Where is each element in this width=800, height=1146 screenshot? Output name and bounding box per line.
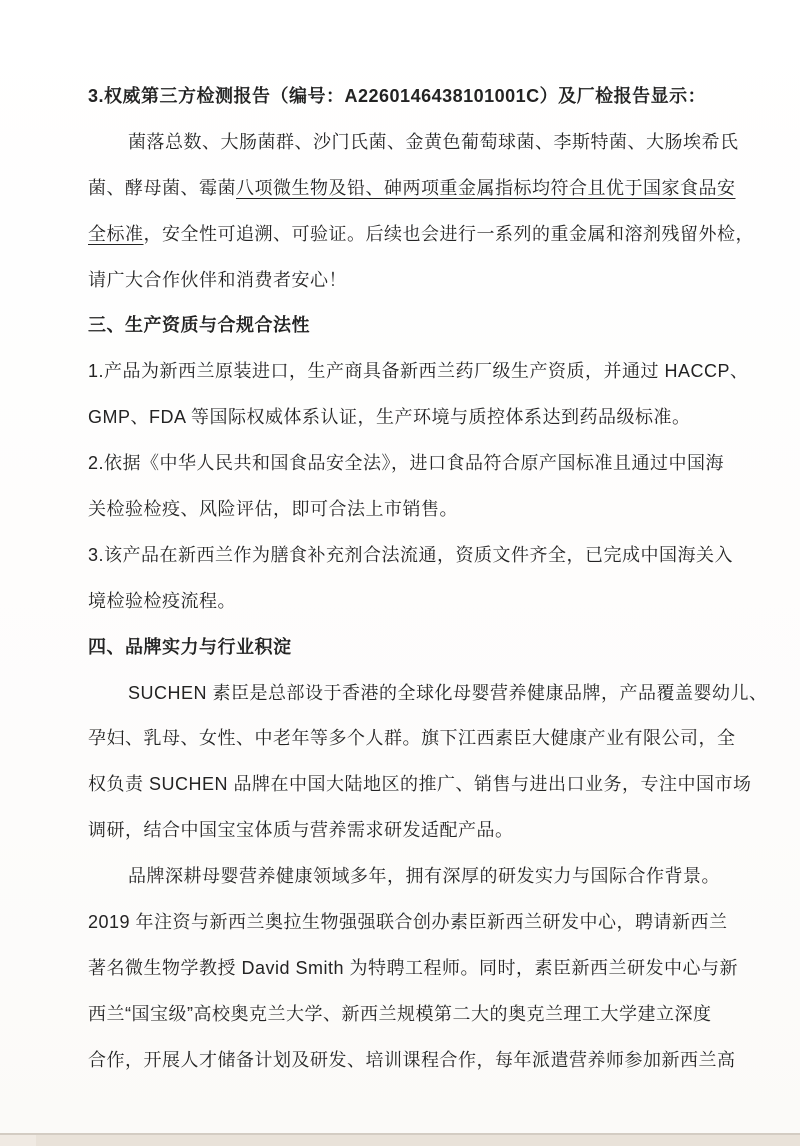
body-text-line <box>88 258 716 304</box>
text-segment: SUCHEN 素臣是总部设于香港的全球化母婴营养健康品牌，产品覆盖婴幼儿、 <box>128 682 768 703</box>
body-text-line <box>88 808 716 854</box>
text-segment: 境检验检疫流程。 <box>88 590 236 611</box>
body-text-line <box>88 900 728 946</box>
text-segment: 西兰“国宝级”高校奥克兰大学、新西兰规模第二大的奥克兰理工大学建立深度 <box>88 1003 712 1024</box>
text-segment: ，安全性可追溯、可验证。后续也会进行一系列的重金属和溶剂残留外检， <box>143 223 754 244</box>
body-text-line <box>88 441 725 487</box>
text-segment: 菌、酵母菌、霉菌 <box>88 177 236 198</box>
document-text-block <box>88 74 768 1084</box>
text-segment: 品牌深耕母婴营养健康领域多年，拥有深厚的研发实力与国际合作背景。 <box>128 866 720 887</box>
page-bottom-strip-left-block <box>0 1135 36 1146</box>
body-text-line <box>88 579 716 625</box>
text-segment: 2.依据《中华人民共和国食品安全法》，进口食品符合原产国标准且通过中国海 <box>88 453 725 474</box>
body-text-line <box>88 349 749 395</box>
body-text-line <box>88 212 754 258</box>
body-text-line <box>88 1038 736 1084</box>
underlined-text-segment: 八项微生物及铅、砷两项重金属指标均符合且优于国家食品安 <box>236 177 736 198</box>
text-segment: 3.权威第三方检测报告（编号：A2260146438101001C）及厂检报告显示： <box>88 86 707 106</box>
text-segment: 著名微生物学教授 David Smith 为特聘工程师。同时，素臣新西兰研发中心与新 <box>88 957 739 978</box>
body-text-line <box>88 992 716 1038</box>
text-segment: 四、品牌实力与行业积淀 <box>88 636 292 657</box>
text-segment: 三、生产资质与合规合法性 <box>88 315 310 336</box>
text-segment: 调研，结合中国宝宝体质与营养需求研发适配产品。 <box>88 820 514 841</box>
body-text-line <box>88 533 734 579</box>
body-text-line <box>88 671 768 717</box>
body-text-line <box>88 395 716 441</box>
body-text-line <box>88 854 720 900</box>
underlined-text-segment: 全标准 <box>88 223 144 244</box>
text-segment: 请广大合作伙伴和消费者安心！ <box>88 269 347 290</box>
body-text-line <box>88 762 752 808</box>
body-text-line <box>88 166 736 212</box>
text-segment: 孕妇、乳母、女性、中老年等多个人群。旗下江西素臣大健康产业有限公司，全 <box>88 728 736 749</box>
text-segment: 3.该产品在新西兰作为膳食补充剂合法流通，资质文件齐全，已完成中国海关入 <box>88 544 734 565</box>
text-segment: 关检验检疫、风险评估，即可合法上市销售。 <box>88 499 458 520</box>
body-text-line <box>88 487 716 533</box>
text-segment: 1.产品为新西兰原装进口，生产商具备新西兰药厂级生产资质，并通过 HACCP、 <box>88 361 749 382</box>
body-text-line <box>88 120 739 166</box>
text-segment: 菌落总数、大肠菌群、沙门氏菌、金黄色葡萄球菌、李斯特菌、大肠埃希氏 <box>128 131 739 152</box>
body-text-line <box>88 74 716 120</box>
body-text-line <box>88 946 739 992</box>
text-segment: 2019 年注资与新西兰奥拉生物强强联合创办素臣新西兰研发中心，聘请新西兰 <box>88 912 728 933</box>
text-segment: 合作，开展人才储备计划及研发、培训课程合作，每年派遣营养师参加新西兰高 <box>88 1049 736 1070</box>
heading-line <box>88 625 716 671</box>
text-segment: GMP、FDA 等国际权威体系认证，生产环境与质控体系达到药品级标准。 <box>88 407 691 428</box>
body-text-line <box>88 716 736 762</box>
heading-line <box>88 303 716 349</box>
page-bottom-strip <box>0 1133 800 1146</box>
text-segment: 权负责 SUCHEN 品牌在中国大陆地区的推广、销售与进出口业务，专注中国市场 <box>88 774 752 795</box>
